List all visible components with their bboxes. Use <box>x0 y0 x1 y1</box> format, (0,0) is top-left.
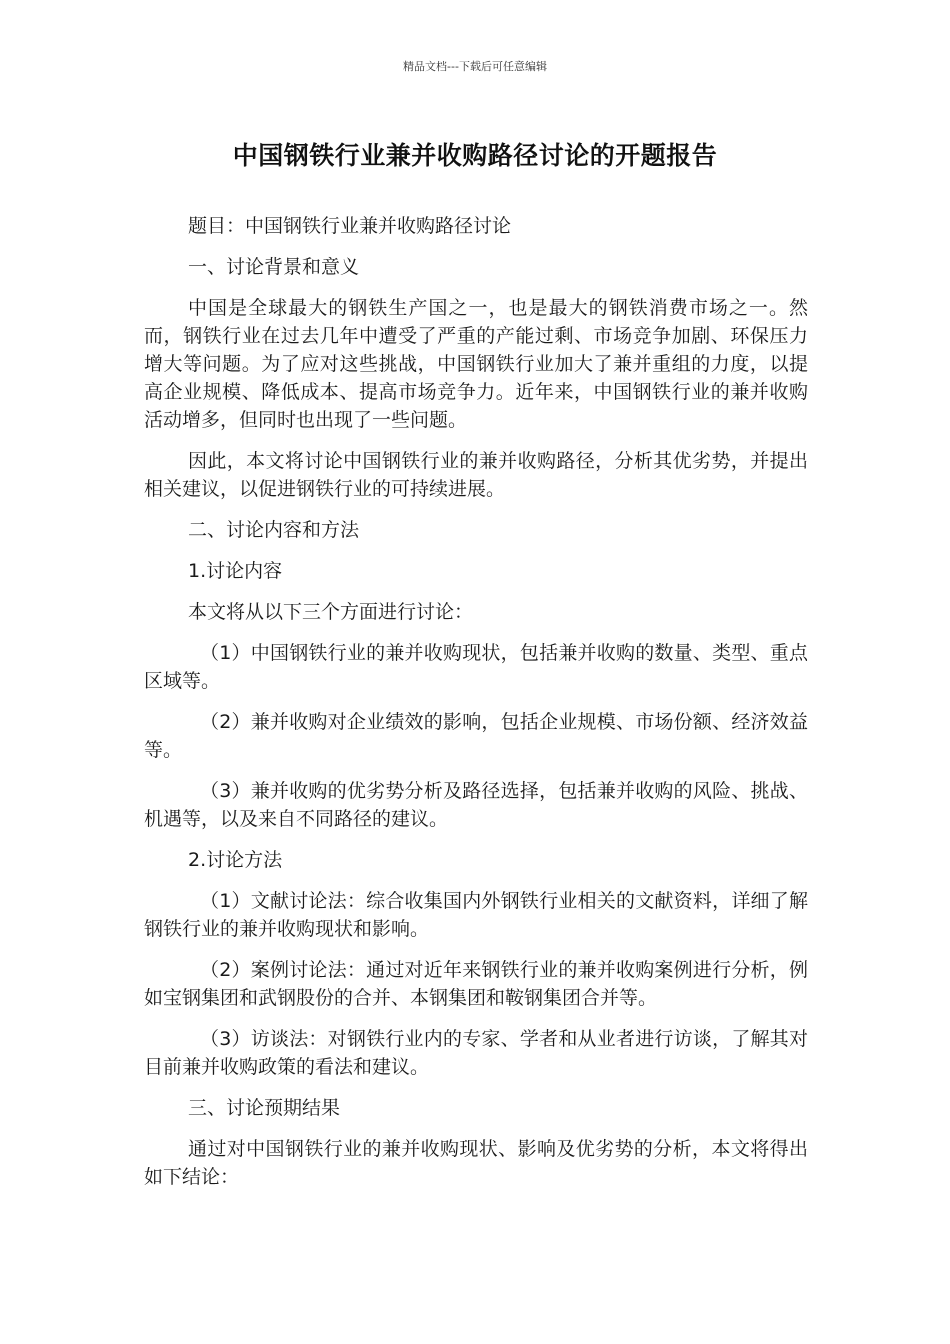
content-item-3: （3）兼并收购的优劣势分析及路径选择，包括兼并收购的风险、挑战、机遇等，以及来自不同路径的建议。 <box>144 780 808 830</box>
section-heading-content-method: 二、讨论内容和方法 <box>188 519 360 541</box>
method-item-2: （2）案例讨论法：通过对近年来钢铁行业的兼并收购案例进行分析，例如宝钢集团和武钢股份的合并、本钢集团和鞍钢集团合并等。 <box>144 959 808 1009</box>
document-title: 中国钢铁行业兼并收购路径讨论的开题报告 <box>232 141 718 170</box>
content-item-2: （2）兼并收购对企业绩效的影响，包括企业规模、市场份额、经济效益等。 <box>144 711 808 761</box>
document-body <box>144 212 808 1204</box>
header-note: 精品文档---下载后可任意编辑 <box>403 60 547 73</box>
paragraph-content-intro: 本文将从以下三个方面进行讨论： <box>188 601 474 623</box>
paragraph-purpose: 因此，本文将讨论中国钢铁行业的兼并收购路径，分析其优劣势，并提出相关建议，以促进钢铁行业的可持续进展。 <box>144 450 808 500</box>
content-item-1: （1）中国钢铁行业的兼并收购现状，包括兼并收购的数量、类型、重点区域等。 <box>144 642 808 692</box>
paragraph-background: 中国是全球最大的钢铁生产国之一，也是最大的钢铁消费市场之一。然而，钢铁行业在过去几年中遭受了严重的产能过剩、市场竞争加剧、环保压力增大等问题。为了应对这些挑战，中国钢铁行业加大了兼并重组的力度，以提高企业规模、降低成本、提高市场竞争力。近年来，中国钢铁行业的兼并收购活动增多，但同时也出现了一些问题。 <box>144 297 808 431</box>
paragraph-expected-results: 通过对中国钢铁行业的兼并收购现状、影响及优劣势的分析，本文将得出如下结论： <box>144 1138 808 1188</box>
section-heading-background: 一、讨论背景和意义 <box>188 256 360 278</box>
section-heading-expected-results: 三、讨论预期结果 <box>188 1097 341 1119</box>
method-item-3: （3）访谈法：对钢铁行业内的专家、学者和从业者进行访谈，了解其对目前兼并收购政策的看法和建议。 <box>144 1028 808 1078</box>
subheading-content: 1.讨论内容 <box>188 560 283 582</box>
method-item-1: （1）文献讨论法：综合收集国内外钢铁行业相关的文献资料，详细了解钢铁行业的兼并收购现状和影响。 <box>144 890 808 940</box>
topic-line: 题目：中国钢铁行业兼并收购路径讨论 <box>188 215 512 237</box>
subheading-method: 2.讨论方法 <box>188 849 283 871</box>
